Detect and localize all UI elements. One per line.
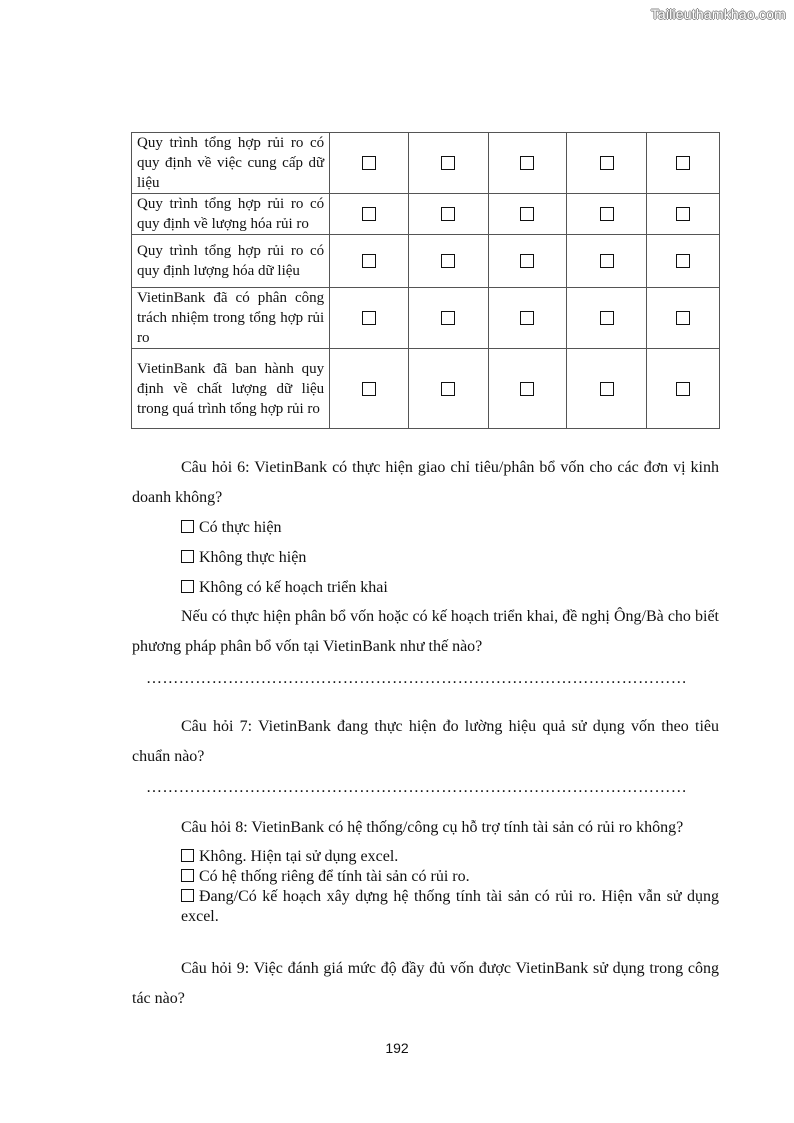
q6-option-2[interactable]: Không thực hiện — [181, 548, 306, 568]
checkbox[interactable] — [676, 311, 690, 325]
checkbox[interactable] — [362, 311, 376, 325]
checkbox[interactable] — [181, 520, 194, 533]
q8-option-1[interactable]: Không. Hiện tại sử dụng excel. — [181, 847, 398, 867]
checkbox[interactable] — [600, 382, 614, 396]
checkbox[interactable] — [600, 207, 614, 221]
checkbox[interactable] — [362, 207, 376, 221]
checkbox[interactable] — [181, 849, 194, 862]
question-cell: VietinBank đã có phân công trách nhiệm trong tổng hợp rủi ro — [132, 288, 330, 349]
table-row — [132, 133, 720, 194]
checkbox[interactable] — [676, 382, 690, 396]
checkbox[interactable] — [520, 311, 534, 325]
question-cell: Quy trình tổng hợp rủi ro có quy định về lượng hóa rủi ro — [132, 194, 330, 235]
question-cell: Quy trình tổng hợp rủi ro có quy định về việc cung cấp dữ liệu — [132, 133, 330, 194]
checkbox[interactable] — [676, 254, 690, 268]
table-row — [132, 235, 720, 288]
checkbox[interactable] — [181, 580, 194, 593]
checkbox[interactable] — [362, 156, 376, 170]
checkbox[interactable] — [520, 156, 534, 170]
checkbox[interactable] — [600, 254, 614, 268]
question-cell: VietinBank đã ban hành quy định về chất lượng dữ liệu trong quá trình tổng hợp rủi ro — [132, 349, 330, 429]
checkbox[interactable] — [600, 156, 614, 170]
checkbox[interactable] — [362, 254, 376, 268]
q8-option-3[interactable]: Đang/Có kế hoạch xây dựng hệ thống tính tài sản có rủi ro. Hiện vẫn sử dụng excel. — [181, 888, 719, 925]
checkbox[interactable] — [181, 889, 194, 902]
q6-option-3[interactable]: Không có kế hoạch triển khai — [181, 578, 388, 598]
question-8: Câu hỏi 8: VietinBank có hệ thống/công cụ hỗ trợ tính tài sản có rủi ro không? — [181, 819, 684, 836]
checkbox[interactable] — [441, 254, 455, 268]
checkbox[interactable] — [676, 207, 690, 221]
answer-line[interactable]: ……………………………………………………………………………………… — [146, 670, 688, 687]
table-row — [132, 194, 720, 235]
watermark: Tailieuthamkhao.com — [650, 6, 786, 22]
survey-table — [131, 132, 720, 429]
answer-line[interactable]: ……………………………………………………………………………………… — [146, 779, 688, 796]
checkbox[interactable] — [441, 156, 455, 170]
table-row — [132, 349, 720, 429]
checkbox[interactable] — [520, 207, 534, 221]
q8-option-2[interactable]: Có hệ thống riêng để tính tài sản có rủi ro. — [181, 867, 470, 887]
table-row — [132, 288, 720, 349]
checkbox[interactable] — [520, 254, 534, 268]
checkbox[interactable] — [441, 382, 455, 396]
q6-followup: Nếu có thực hiện phân bổ vốn hoặc có kế hoạch triển khai, đề nghị Ông/Bà cho biết phương pháp phân bổ vốn tại VietinBank như thế nào? — [132, 608, 719, 655]
checkbox[interactable] — [600, 311, 614, 325]
question-9: Câu hỏi 9: Việc đánh giá mức độ đầy đủ vốn được VietinBank sử dụng trong công tác nào? — [132, 960, 719, 1007]
checkbox[interactable] — [520, 382, 534, 396]
checkbox[interactable] — [676, 156, 690, 170]
checkbox[interactable] — [441, 311, 455, 325]
checkbox[interactable] — [181, 550, 194, 563]
q6-option-1[interactable]: Có thực hiện — [181, 518, 281, 538]
question-7: Câu hỏi 7: VietinBank đang thực hiện đo lường hiệu quả sử dụng vốn theo tiêu chuẩn nào? — [132, 718, 719, 765]
question-6: Câu hỏi 6: VietinBank có thực hiện giao chỉ tiêu/phân bổ vốn cho các đơn vị kinh doanh không? — [132, 459, 719, 506]
checkbox[interactable] — [441, 207, 455, 221]
question-cell: Quy trình tổng hợp rủi ro có quy định lượng hóa dữ liệu — [132, 235, 330, 288]
checkbox[interactable] — [181, 869, 194, 882]
page-number: 192 — [385, 1040, 409, 1056]
checkbox[interactable] — [362, 382, 376, 396]
